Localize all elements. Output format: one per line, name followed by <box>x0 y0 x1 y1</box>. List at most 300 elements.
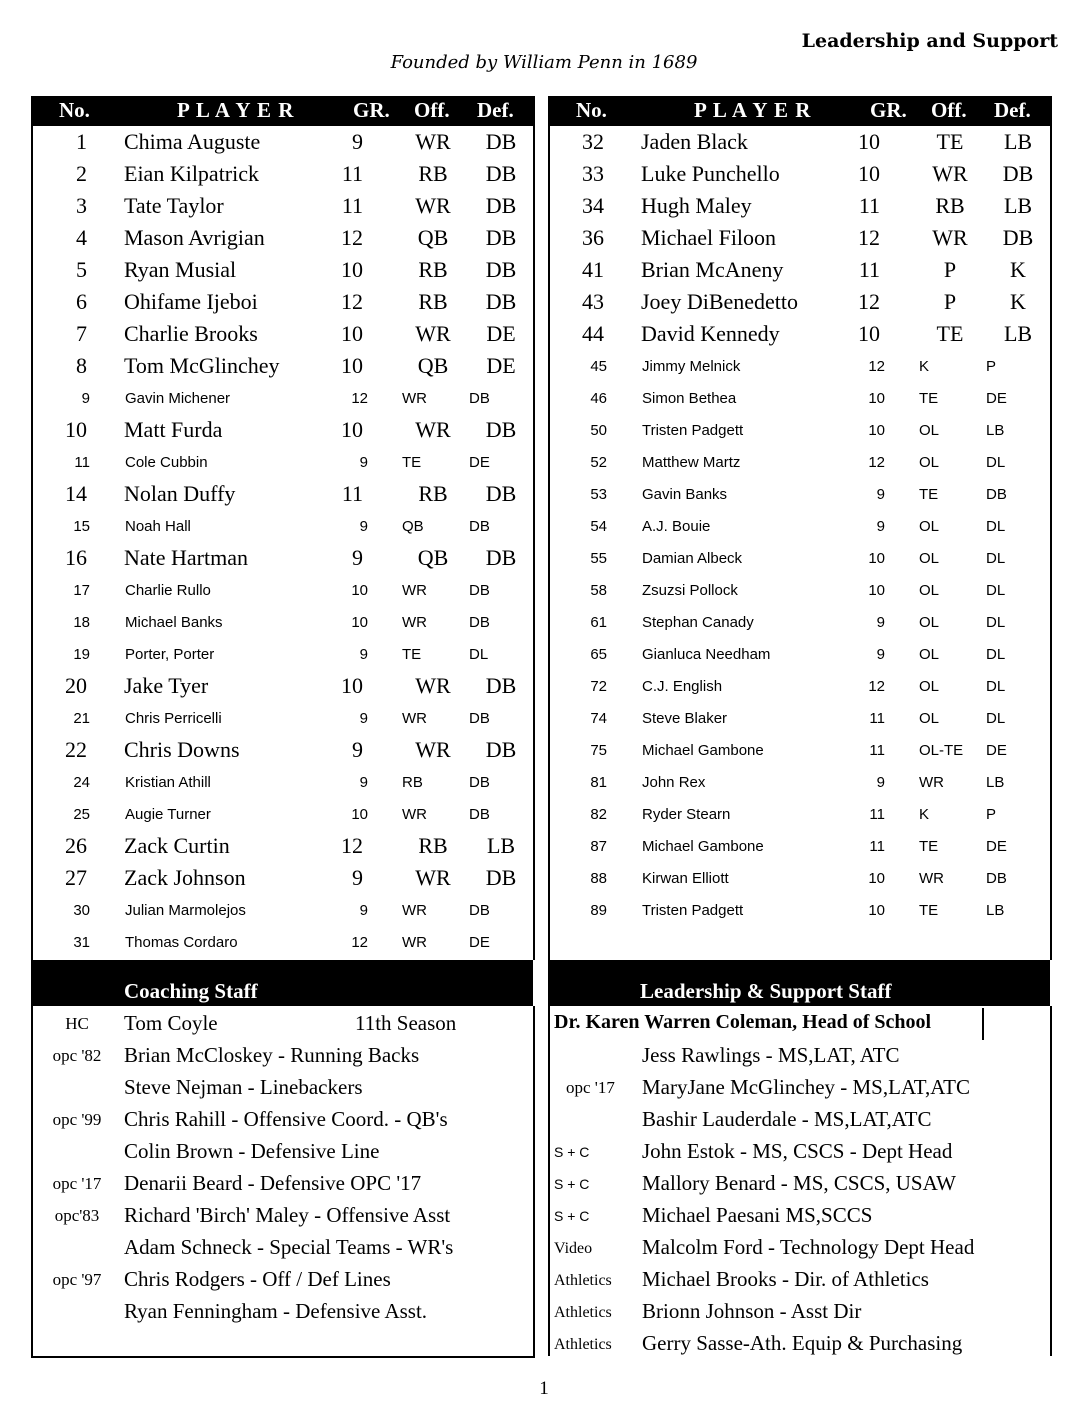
player-def: DB <box>485 673 517 698</box>
player-no: 5 <box>76 257 87 282</box>
coach-label: opc '99 <box>52 1110 102 1129</box>
player-no: 31 <box>73 934 90 951</box>
player-no: 58 <box>590 582 607 599</box>
player-no: 20 <box>65 673 87 698</box>
player-def: P <box>986 358 997 375</box>
col-no: No. <box>59 98 90 122</box>
table-row <box>33 222 533 254</box>
coach-season: 11th Season <box>355 1011 457 1035</box>
player-no: 46 <box>590 390 607 407</box>
player-name: Ryder Stearn <box>642 806 731 823</box>
coach-row <box>33 1200 533 1232</box>
player-name: Chima Auguste <box>124 129 261 154</box>
player-def: DL <box>986 550 1006 567</box>
founded-subtitle: Founded by William Penn in 1689 <box>390 52 698 73</box>
head-of-school: Dr. Karen Warren Coleman, Head of School <box>554 1011 932 1033</box>
player-no: 43 <box>582 289 604 314</box>
player-name: Matthew Martz <box>642 454 741 471</box>
player-no: 88 <box>590 870 607 887</box>
player-gr: 10 <box>858 321 880 346</box>
table-row <box>33 350 533 382</box>
staff-name: Bashir Lauderdale - MS,LAT,ATC <box>642 1107 932 1131</box>
table-row <box>550 350 1050 382</box>
player-off: TE <box>936 129 964 154</box>
player-off: WR <box>415 673 451 698</box>
table-row <box>550 318 1050 350</box>
player-def: DB <box>986 486 1007 503</box>
player-off: WR <box>415 193 451 218</box>
coach-name: Adam Schneck - Special Teams - WR's <box>124 1235 454 1259</box>
player-gr: 11 <box>869 806 885 823</box>
player-gr: 12 <box>868 358 885 375</box>
staff-name: MaryJane McGlinchey - MS,LAT,ATC <box>642 1075 970 1099</box>
col-player: P L A Y E R <box>694 98 812 122</box>
player-name: Jimmy Melnick <box>642 358 741 375</box>
player-def: DB <box>485 289 517 314</box>
player-def: DB <box>469 774 490 791</box>
player-gr: 9 <box>876 646 885 663</box>
player-gr: 11 <box>341 481 363 506</box>
staff-label: S + C <box>554 1208 590 1224</box>
player-def: DB <box>485 225 517 250</box>
table-row <box>33 542 533 574</box>
player-off: TE <box>919 902 939 919</box>
staff-name: Michael Paesani MS,SCCS <box>642 1203 873 1227</box>
staff-name: Gerry Sasse-Ath. Equip & Purchasing <box>642 1331 963 1355</box>
player-no: 15 <box>73 518 90 535</box>
player-off: WR <box>415 417 451 442</box>
staff-row <box>550 1072 1050 1104</box>
player-gr: 12 <box>341 833 363 858</box>
staff-name: Jess Rawlings - MS,LAT, ATC <box>642 1043 900 1067</box>
staff-row <box>550 1168 1050 1200</box>
player-name: Augie Turner <box>125 806 211 823</box>
player-def: DL <box>986 454 1006 471</box>
player-no: 53 <box>590 486 607 503</box>
coach-row <box>33 1136 533 1168</box>
table-row <box>550 190 1050 222</box>
staff-row <box>550 1296 1050 1328</box>
head-of-school-row <box>550 1008 984 1040</box>
player-def: DB <box>469 614 490 631</box>
table-row <box>550 478 1050 510</box>
player-off: K <box>919 806 930 823</box>
player-off: RB <box>418 161 448 186</box>
player-name: Thomas Cordaro <box>125 934 238 951</box>
player-gr: 10 <box>341 673 363 698</box>
player-no: 11 <box>74 454 90 471</box>
player-name: Tom McGlinchey <box>124 353 280 378</box>
player-off: WR <box>402 710 427 727</box>
table-row <box>550 638 1050 670</box>
table-row <box>33 574 533 606</box>
coach-name: Richard 'Birch' Maley - Offensive Asst <box>124 1203 451 1227</box>
player-no: 14 <box>65 481 87 506</box>
col-defense: Def. <box>477 98 514 122</box>
col-grade: GR. <box>870 98 907 122</box>
coach-name: Tom Coyle <box>124 1011 218 1035</box>
player-off: TE <box>402 646 422 663</box>
player-def: DL <box>986 646 1006 663</box>
player-name: Zsuzsi Pollock <box>642 582 738 599</box>
player-gr: 9 <box>876 486 885 503</box>
staff-row <box>550 1200 1050 1232</box>
player-off: OL <box>919 550 940 567</box>
player-name: Charlie Brooks <box>124 321 258 346</box>
player-def: LB <box>986 422 1005 439</box>
player-name: Matt Furda <box>124 417 223 442</box>
table-row <box>550 382 1050 414</box>
roster-panel-left <box>31 96 535 960</box>
player-gr: 12 <box>341 289 363 314</box>
player-name: Luke Punchello <box>641 161 780 186</box>
player-name: Cole Cubbin <box>125 454 208 471</box>
player-gr: 10 <box>868 870 885 887</box>
player-off: WR <box>402 390 427 407</box>
table-row <box>550 606 1050 638</box>
table-row <box>550 766 1050 798</box>
table-row <box>550 798 1050 830</box>
player-name: Gavin Michener <box>125 390 231 407</box>
table-row <box>550 510 1050 542</box>
player-no: 75 <box>590 742 607 759</box>
page-number: 1 <box>539 1378 549 1399</box>
player-def: LB <box>1003 321 1033 346</box>
table-row <box>33 862 533 894</box>
roster-header-left <box>33 96 533 126</box>
player-gr: 12 <box>868 678 885 695</box>
player-def: DB <box>986 870 1007 887</box>
player-def: DE <box>986 390 1007 407</box>
player-name: Michael Banks <box>125 614 223 631</box>
player-def: DL <box>986 614 1006 631</box>
coach-row <box>33 1008 533 1040</box>
player-name: Porter, Porter <box>125 646 215 663</box>
table-row <box>550 734 1050 766</box>
player-no: 89 <box>590 902 607 919</box>
player-off: OL-TE <box>919 742 964 759</box>
player-def: DB <box>485 545 517 570</box>
table-row <box>33 254 533 286</box>
player-no: 33 <box>582 161 604 186</box>
player-off: WR <box>415 865 451 890</box>
player-no: 50 <box>590 422 607 439</box>
player-def: DL <box>986 518 1006 535</box>
player-no: 34 <box>582 193 604 218</box>
player-off: QB <box>417 353 449 378</box>
player-gr: 9 <box>352 865 363 890</box>
player-off: WR <box>402 902 427 919</box>
player-no: 9 <box>81 390 90 407</box>
staff-name: Malcolm Ford - Technology Dept Head <box>642 1235 975 1259</box>
staff-label: S + C <box>554 1144 590 1160</box>
table-row <box>550 446 1050 478</box>
player-name: Chris Downs <box>124 737 240 762</box>
player-name: Noah Hall <box>125 518 191 535</box>
player-gr: 12 <box>351 390 368 407</box>
player-def: DE <box>486 353 516 378</box>
table-row <box>33 638 533 670</box>
staff-row <box>550 1232 1050 1264</box>
player-gr: 10 <box>868 390 885 407</box>
player-name: Steve Blaker <box>642 710 728 727</box>
player-gr: 12 <box>351 934 368 951</box>
player-def: DB <box>485 193 517 218</box>
player-off: TE <box>919 486 939 503</box>
player-def: DB <box>485 737 517 762</box>
table-row <box>33 798 533 830</box>
player-gr: 12 <box>858 225 880 250</box>
player-gr: 9 <box>359 710 368 727</box>
player-no: 45 <box>590 358 607 375</box>
player-name: Tristen Padgett <box>642 902 744 919</box>
player-gr: 10 <box>351 614 368 631</box>
player-off: WR <box>402 614 427 631</box>
staff-row <box>550 1136 1050 1168</box>
player-name: Brian McAneny <box>641 257 784 282</box>
player-def: LB <box>986 902 1005 919</box>
coaching-staff-title: Coaching Staff <box>124 979 258 1003</box>
player-gr: 10 <box>868 422 885 439</box>
staff-label: Athletics <box>554 1336 612 1353</box>
player-off: TE <box>402 454 422 471</box>
player-gr: 10 <box>341 417 363 442</box>
player-off: OL <box>919 422 940 439</box>
table-row <box>33 478 533 510</box>
staff-name: John Estok - MS, CSCS - Dept Head <box>642 1139 953 1163</box>
player-def: P <box>986 806 997 823</box>
table-row <box>33 766 533 798</box>
player-name: Julian Marmolejos <box>125 902 246 919</box>
table-row <box>550 862 1050 894</box>
table-row <box>33 830 533 862</box>
col-offense: Off. <box>931 98 967 122</box>
col-player: P L A Y E R <box>177 98 295 122</box>
player-off: OL <box>919 710 940 727</box>
player-name: Joey DiBenedetto <box>641 289 799 314</box>
player-off: QB <box>417 225 449 250</box>
player-off: K <box>919 358 930 375</box>
player-name: David Kennedy <box>641 321 780 346</box>
player-no: 4 <box>76 225 87 250</box>
player-gr: 11 <box>341 161 363 186</box>
player-off: RB <box>402 774 423 791</box>
staff-name: Brionn Johnson - Asst Dir <box>642 1299 862 1323</box>
player-off: TE <box>919 838 939 855</box>
coach-row <box>33 1072 533 1104</box>
col-offense: Off. <box>414 98 450 122</box>
player-def: DB <box>469 902 490 919</box>
player-no: 3 <box>76 193 87 218</box>
table-row <box>550 126 1050 158</box>
player-def: LB <box>986 774 1005 791</box>
player-gr: 10 <box>858 161 880 186</box>
player-name: Tristen Padgett <box>642 422 744 439</box>
coach-row <box>33 1232 533 1264</box>
coach-name: Chris Rahill - Offensive Coord. - QB's <box>124 1107 448 1131</box>
player-no: 30 <box>73 902 90 919</box>
player-gr: 9 <box>359 902 368 919</box>
player-off: WR <box>919 774 944 791</box>
player-off: RB <box>935 193 965 218</box>
col-grade: GR. <box>353 98 390 122</box>
coach-name: Steve Nejman - Linebackers <box>124 1075 363 1099</box>
player-gr: 12 <box>341 225 363 250</box>
staff-row <box>550 1264 1050 1296</box>
leadership-staff-title: Leadership & Support Staff <box>640 979 892 1003</box>
table-row <box>33 414 533 446</box>
player-name: Zack Johnson <box>124 865 246 890</box>
player-no: 87 <box>590 838 607 855</box>
table-row <box>33 158 533 190</box>
player-off: WR <box>919 870 944 887</box>
player-off: RB <box>418 481 448 506</box>
player-off: WR <box>402 806 427 823</box>
table-row <box>33 926 533 958</box>
player-name: Tate Taylor <box>124 193 224 218</box>
table-row <box>33 670 533 702</box>
player-gr: 9 <box>359 774 368 791</box>
coach-name: Ryan Fenningham - Defensive Asst. <box>124 1299 428 1323</box>
player-off: WR <box>415 321 451 346</box>
player-def: DB <box>485 129 517 154</box>
player-name: Gavin Banks <box>642 486 728 503</box>
col-no: No. <box>576 98 607 122</box>
player-name: Charlie Rullo <box>125 582 211 599</box>
player-gr: 10 <box>868 902 885 919</box>
staff-label: Athletics <box>554 1272 612 1289</box>
coach-row <box>33 1296 533 1328</box>
table-row <box>33 894 533 926</box>
player-gr: 10 <box>341 353 363 378</box>
player-def: DE <box>469 934 490 951</box>
player-off: P <box>943 257 957 282</box>
player-def: DL <box>986 582 1006 599</box>
coach-label: opc '82 <box>52 1046 102 1065</box>
player-def: DB <box>485 161 517 186</box>
table-row <box>33 286 533 318</box>
player-no: 22 <box>65 737 87 762</box>
player-gr: 11 <box>341 193 363 218</box>
player-name: Mason Avrigian <box>124 225 265 250</box>
player-gr: 9 <box>352 545 363 570</box>
table-row <box>550 286 1050 318</box>
player-gr: 11 <box>869 838 885 855</box>
player-name: Ryan Musial <box>124 257 237 282</box>
player-def: DL <box>986 710 1006 727</box>
player-off: TE <box>936 321 964 346</box>
player-no: 52 <box>590 454 607 471</box>
coach-row <box>33 1040 533 1072</box>
player-off: WR <box>402 582 427 599</box>
table-row <box>550 574 1050 606</box>
player-gr: 9 <box>359 518 368 535</box>
staff-row <box>550 1104 1050 1136</box>
player-no: 55 <box>590 550 607 567</box>
player-no: 74 <box>590 710 607 727</box>
player-no: 2 <box>76 161 87 186</box>
player-gr: 12 <box>858 289 880 314</box>
player-name: Simon Bethea <box>642 390 737 407</box>
table-row <box>33 126 533 158</box>
player-no: 32 <box>582 129 604 154</box>
player-def: K <box>1010 289 1026 314</box>
player-off: RB <box>418 833 448 858</box>
player-no: 19 <box>73 646 90 663</box>
coach-row <box>33 1168 533 1200</box>
player-name: Hugh Maley <box>641 193 752 218</box>
player-def: DB <box>469 390 490 407</box>
player-no: 8 <box>76 353 87 378</box>
coach-row <box>33 1264 533 1296</box>
player-no: 65 <box>590 646 607 663</box>
player-gr: 10 <box>351 582 368 599</box>
player-gr: 9 <box>876 614 885 631</box>
section-title: Leadership and Support <box>801 30 1058 52</box>
staff-label: Video <box>554 1240 593 1257</box>
player-no: 27 <box>65 865 87 890</box>
player-gr: 11 <box>869 710 885 727</box>
roster-panel-right <box>548 96 1052 960</box>
player-name: Ohifame Ijeboi <box>124 289 258 314</box>
player-name: Kirwan Elliott <box>642 870 729 887</box>
leadership-staff-header <box>548 960 1050 1006</box>
player-name: A.J. Bouie <box>642 518 711 535</box>
table-row <box>33 606 533 638</box>
player-def: DL <box>469 646 489 663</box>
player-def: K <box>1010 257 1026 282</box>
col-defense: Def. <box>994 98 1031 122</box>
player-name: Nolan Duffy <box>124 481 236 506</box>
player-name: Gianluca Needham <box>642 646 771 663</box>
coach-name: Colin Brown - Defensive Line <box>124 1139 380 1163</box>
player-name: Stephan Canady <box>642 614 754 631</box>
coach-label: opc '97 <box>52 1270 102 1289</box>
player-gr: 10 <box>351 806 368 823</box>
player-name: Chris Perricelli <box>125 710 222 727</box>
table-row <box>550 702 1050 734</box>
player-off: RB <box>418 289 448 314</box>
table-row <box>33 734 533 766</box>
player-def: DB <box>469 806 490 823</box>
player-off: WR <box>415 737 451 762</box>
player-def: DB <box>469 582 490 599</box>
player-gr: 10 <box>341 257 363 282</box>
player-gr: 10 <box>868 582 885 599</box>
player-name: Eian Kilpatrick <box>124 161 260 186</box>
player-no: 41 <box>582 257 604 282</box>
coach-label: opc'83 <box>54 1206 100 1225</box>
player-no: 82 <box>590 806 607 823</box>
player-gr: 9 <box>352 129 363 154</box>
player-def: DL <box>986 678 1006 695</box>
player-no: 26 <box>65 833 87 858</box>
player-off: WR <box>932 225 968 250</box>
player-name: C.J. English <box>642 678 723 695</box>
player-def: DB <box>1002 161 1034 186</box>
player-no: 17 <box>73 582 90 599</box>
player-gr: 9 <box>876 518 885 535</box>
player-def: LB <box>1003 193 1033 218</box>
player-def: DE <box>469 454 490 471</box>
player-no: 1 <box>76 129 87 154</box>
player-def: DB <box>485 257 517 282</box>
player-no: 61 <box>590 614 607 631</box>
player-def: DB <box>485 865 517 890</box>
player-no: 18 <box>73 614 90 631</box>
player-off: TE <box>919 390 939 407</box>
player-gr: 9 <box>352 737 363 762</box>
